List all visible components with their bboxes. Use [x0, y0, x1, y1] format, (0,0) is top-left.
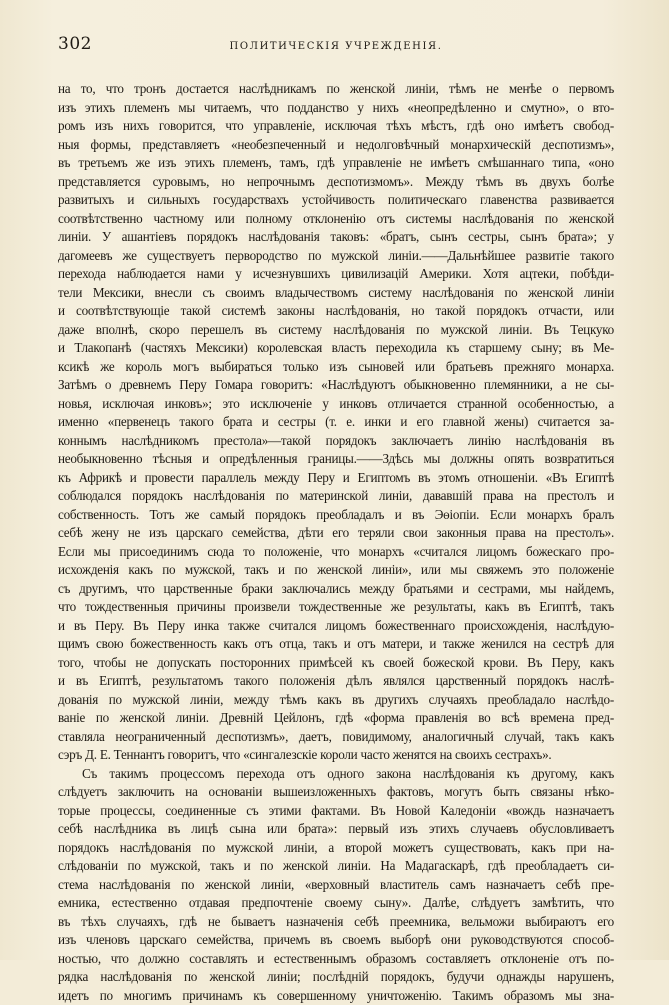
running-title: ПОЛИТИЧЕСКІЯ УЧРЕЖДЕНІЯ. — [128, 41, 544, 52]
text-line: тели Мексики, внесли съ своимъ владычествомъ систему наслѣдованія по женской линіи — [58, 284, 614, 303]
text-line: Затѣмъ о древнемъ Перу Гомара говоритъ: «Наслѣдуютъ обыкновенно племянники, а не сы- — [58, 376, 614, 395]
text-line: дагомеевъ же существуетъ первородство по мужской линіи.——Дальнѣйшее развитіе такого — [58, 247, 614, 266]
text-line: съ другимъ, что царственные браки заключались между братьями и сестрами, мы найдемъ, — [58, 580, 614, 599]
text-line: ваніе по женской линіи. Древній Цейлонъ, гдѣ «форма правленія во всѣ времена пред- — [58, 709, 614, 728]
text-line: и Тлакопанѣ (частяхъ Мексики) королевская власть переходила къ старшему сыну; въ Ме- — [58, 339, 614, 358]
text-line: въ третьемъ же изъ этихъ племенъ, тамъ, гдѣ управленіе не имѣетъ смѣшаннаго типа, «оно — [58, 154, 614, 173]
text-line: себѣ жену не изъ царскаго семейства, дѣти его теряли свои законныя права на престолъ». — [58, 524, 614, 543]
text-line: щимъ свою божественность какъ отъ отца, такъ и отъ матери, и также женился на сестрѣ для — [58, 635, 614, 654]
text-line: ставляла неограниченный деспотизмъ», даетъ, повидимому, аналогичный случай, такъ какъ — [58, 728, 614, 747]
text-line: ныя формы, представляетъ «необезпеченный и недолговѣчный монархическій деспотизмъ», — [58, 136, 614, 155]
text-line: идетъ по многимъ причинамъ къ совершенному уничтоженію. Такимъ образомъ мы зна- — [58, 987, 614, 1005]
text-line: именно «первенецъ такого брата и сестры (т. е. инки и его главной жены) считается за- — [58, 413, 614, 432]
text-line: необыкновенно тѣсныя и опредѣленныя границы.——Здѣсь мы должны опять возвратиться — [58, 450, 614, 469]
text-line: даже вполнѣ, скоро перешелъ въ систему наслѣдованія по мужской линіи. Въ Тецкуко — [58, 321, 614, 340]
text-line: емника, естественно отдавая предпочтеніе своему сыну». Далѣе, слѣдуетъ замѣтить, что — [58, 894, 614, 913]
text-line: коннымъ наслѣдникомъ престола»—такой порядокъ заключаетъ линію наслѣдованія въ — [58, 432, 614, 451]
text-line: изъ этихъ племенъ мы читаемъ, что подданство у нихъ «неопредѣленно и смутно», о вто- — [58, 99, 614, 118]
text-line: себѣ наслѣдника въ лицѣ сына или брата»: первый изъ этихъ случаевъ обусловливаетъ — [58, 820, 614, 839]
text-line: ностью, что должно составлять и естественнымъ образомъ составляетъ отклоненіе отъ по- — [58, 950, 614, 969]
text-line: слѣдованіи по мужской, такъ и по женской линіи. На Мадагаскарѣ, гдѣ преобладаетъ си- — [58, 857, 614, 876]
text-line: того, чтобы не допускать посторонних примѣсей къ своей божеской крови. Въ Перу, какъ — [58, 654, 614, 673]
text-line: развитыхъ и сильныхъ государствахъ устойчивость политическаго главенства развивается — [58, 191, 614, 210]
text-line: къ Африкѣ и провести параллель между Перу и Египтомъ въ этомъ отношеніи. «Въ Египтѣ — [58, 469, 614, 488]
text-line: и въ Египтѣ, результатомъ такого положенія дѣлъ являлся царственный порядокъ наслѣ- — [58, 672, 614, 691]
text-line: соотвѣтственно частному или полному отклоненію отъ системы наслѣдованія по женской — [58, 210, 614, 229]
text-line: дованія по мужской линіи, между тѣмъ какъ въ другихъ случаяхъ преобладало наслѣдо- — [58, 691, 614, 710]
text-line: Если мы присоединимъ сюда то положеніе, что монархъ «считался лицомъ божескаго про- — [58, 543, 614, 562]
text-line: перехода наблюдается нами у исчезнувшихъ цивилизацій Америки. Хотя ацтеки, побѣди- — [58, 265, 614, 284]
text-line: соблюдался порядокъ наслѣдованія по материнской линіи, дававшій права на престолъ и — [58, 487, 614, 506]
text-line: новья, исключая инковъ»; это исключеніе у инковъ отличается странной особенностью, а — [58, 395, 614, 414]
text-line: и въ Перу. Въ Перу инка также считался лицомъ божественнаго происхожденія, наслѣдую- — [58, 617, 614, 636]
text-line: слѣдуетъ заключить на основаніи вышеизложенныхъ фактовъ, могутъ быть связаны нѣко- — [58, 783, 614, 802]
text-line: стема наслѣдованія по женской линіи, «верховный властитель самъ назначаетъ себѣ пре- — [58, 876, 614, 895]
text-line: торые процессы, соединенные съ этими фактами. Въ Новой Каледоніи «вождь назначаетъ — [58, 802, 614, 821]
text-line: что тождественныя причины произвели тождественные же результаты, какъ въ Египтѣ, такъ — [58, 598, 614, 617]
text-line: порядокъ наслѣдованія по мужской линіи, а второй можетъ существовать, какъ при на- — [58, 839, 614, 858]
text-line: собственность. Тотъ же самый порядокъ преобладалъ и въ Эѳіопіи. Если монархъ бралъ — [58, 506, 614, 525]
text-line: на то, что тронъ достается наслѣдникамъ по женской линіи, тѣмъ не менѣе о первомъ — [58, 80, 614, 99]
text-line: ромъ изъ нихъ говорится, что управленіе, исключая тѣхъ мѣстъ, гдѣ оно имѣетъ свобод- — [58, 117, 614, 136]
text-line: представляется суровымъ, но непрочнымъ деспотизмомъ». Между тѣмъ въ двухъ болѣе — [58, 173, 614, 192]
page-header — [58, 34, 614, 60]
text-line: и соотвѣтствующіе такой системѣ законы наслѣдованія, но такой порядокъ отчасти, или — [58, 302, 614, 321]
text-line: линіи. У ашантіевъ порядокъ наслѣдованія таковъ: «братъ, сынъ сестры, сынъ брата»; у — [58, 228, 614, 247]
text-line: Съ такимъ процессомъ перехода отъ одного закона наслѣдованія къ другому, какъ — [58, 765, 614, 784]
body-text — [58, 80, 614, 1005]
page-number: 302 — [58, 34, 128, 54]
text-line: сэръ Д. Е. Теннантъ говоритъ, что «сингалезскіе короли часто женятся на своихъ сестрахъ». — [58, 746, 614, 765]
text-line: изъ членовъ царскаго семейства, причемъ въ своемъ выборѣ они руководствуются способ- — [58, 931, 614, 950]
text-line: рядка наслѣдованія по женской линіи; послѣдній порядокъ, будучи однажды нарушенъ, — [58, 968, 614, 987]
text-line: въ тѣхъ случаяхъ, гдѣ не бываетъ назначенія себѣ преемника, вельможи выбираютъ его — [58, 913, 614, 932]
text-line: ксикѣ же король могъ выбираться только изъ сыновей или братьевъ прежняго монарха. — [58, 358, 614, 377]
text-line: исхожденія какъ по мужской, такъ и по женской линіи», или мы свяжемъ это положеніе — [58, 561, 614, 580]
